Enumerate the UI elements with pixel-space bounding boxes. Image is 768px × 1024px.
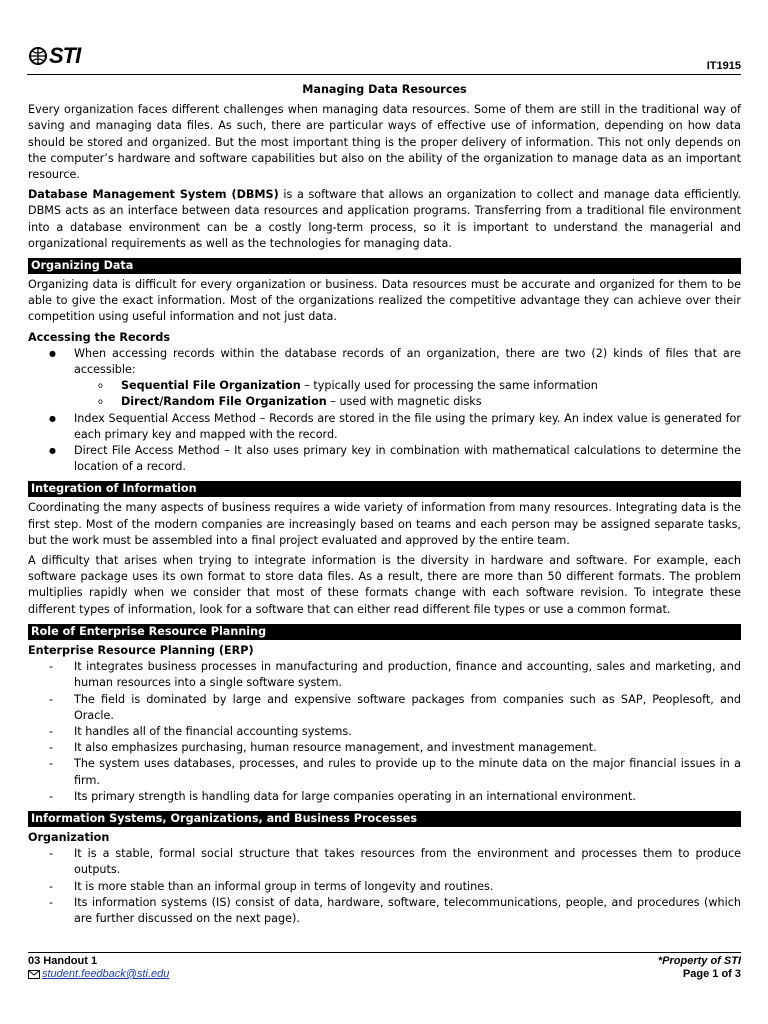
- section-heading-erp: Role of Enterprise Resource Planning: [28, 624, 741, 640]
- file-organization-list: [28, 378, 741, 410]
- subheading-erp: Enterprise Resource Planning (ERP): [28, 643, 254, 657]
- logo-text: STI: [49, 43, 81, 68]
- list-item: - It handles all of the financial accounting systems.: [28, 724, 741, 740]
- document-body: [28, 82, 741, 927]
- organization-list: [28, 846, 741, 927]
- list-item: ● Index Sequential Access Method – Records are stored in the file using the primary key. An index value is generated for each primary key and mapped with the record.: [28, 411, 741, 443]
- list-item: ● Direct File Access Method – It also uses primary key in combination with mathematical calculations to determine the location of a record.: [28, 443, 741, 475]
- document-code: IT1915: [706, 60, 741, 72]
- feedback-email[interactable]: student.feedback@sti.edu: [42, 968, 170, 980]
- list-item: o Direct/Random File Organization – used with magnetic disks: [28, 394, 741, 410]
- page-footer: [28, 952, 741, 980]
- dbms-paragraph: [28, 187, 741, 252]
- list-item: - Its information systems (IS) consist of data, hardware, software, telecommunications, people, and procedures (which are further discussed on the next page).: [28, 895, 741, 927]
- handout-label: 03 Handout 1: [28, 955, 98, 967]
- list-item: o Sequential File Organization – typically used for processing the same information: [28, 378, 741, 394]
- list-item: - It integrates business processes in manufacturing and production, finance and accounting, sales and marketing, and human resources into a single software system.: [28, 659, 741, 691]
- sti-logo: [28, 44, 80, 68]
- list-item: ● When accessing records within the database records of an organization, there are two (2) kinds of files that are accessible: o Sequential File Organization – typically used for processing the same information o Direct/Random File Organization – used with magnetic disks: [28, 346, 741, 411]
- intro-paragraph: Every organization faces different challenges when managing data resources. Some of them are still in the traditional way of saving and managing data files. As such, there are particular ways of effective use of information, depending on how data should be stored and organized. But the most important thing is the proper delivery of information. This not only depends on the computer’s hardware and software capabilities but also on the ability of the organization to manage data as an important resource.: [28, 103, 741, 182]
- accessing-records-list: [28, 346, 741, 476]
- list-item: - It is more stable than an informal group in terms of longevity and routines.: [28, 879, 741, 895]
- list-item: - The system uses databases, processes, and rules to provide up to the minute data on the major financial issues in a firm.: [28, 756, 741, 788]
- feedback-email-link[interactable]: [28, 968, 169, 980]
- organizing-paragraph: Organizing data is difficult for every organization or business. Data resources must be accurate and organized for them to be able to give the exact information. Most of the organizations realized the competitive advantage they can achieve over their competition using useful information and not just data.: [28, 278, 741, 324]
- section-heading-integration: Integration of Information: [28, 481, 741, 497]
- integration-paragraph-1: Coordinating the many aspects of business requires a wide variety of information from many resources. Integrating data is the first step. Most of the modern companies are increasingly based on teams and each person may be assigned separate tasks, but the work must be assembled into a final project evaluated and approved by the entire team.: [28, 501, 741, 547]
- dbms-text: is a software that allows an organization to collect and manage data efficiently. DBMS acts as an interface between data resources and application programs. Transferring from a traditional file environment into a database environment can be a costly long-term process, so it is important to understand the managerial and organizational requirements as well as the technologies for managing data.: [28, 188, 741, 250]
- section-heading-information-systems: Information Systems, Organizations, and Business Processes: [28, 811, 741, 827]
- list-item: - It is a stable, formal social structure that takes resources from the environment and processes them to produce outputs.: [28, 846, 741, 878]
- list-item: - Its primary strength is handling data for large companies operating in an international environment.: [28, 789, 741, 805]
- list-item: - The field is dominated by large and expensive software packages from companies such as SAP, Peoplesoft, and Oracle.: [28, 692, 741, 724]
- dbms-term: Database Management System (DBMS): [28, 188, 279, 202]
- page-number: Page 1 of 3: [682, 968, 741, 980]
- list-item: - It also emphasizes purchasing, human resource management, and investment management.: [28, 740, 741, 756]
- property-label: *Property of STI: [657, 955, 741, 967]
- integration-paragraph-2: A difficulty that arises when trying to integrate information is the diversity in hardware and software. For example, each software package uses its own format to store data files. As a result, there are more than 50 different formats. The problem multiplies rapidly when we consider that most of these formats change with each software revision. To integrate these different types of information, look for a software that can either read different file types or use a common format.: [28, 554, 741, 616]
- sti-emblem-icon: [28, 45, 48, 67]
- erp-list: [28, 659, 741, 805]
- subheading-organization: Organization: [28, 830, 110, 844]
- header-divider: [27, 74, 741, 75]
- page-title: Managing Data Resources: [302, 83, 467, 96]
- envelope-icon: [28, 970, 40, 979]
- section-heading-organizing-data: Organizing Data: [28, 258, 741, 274]
- subheading-accessing-records: Accessing the Records: [28, 330, 171, 344]
